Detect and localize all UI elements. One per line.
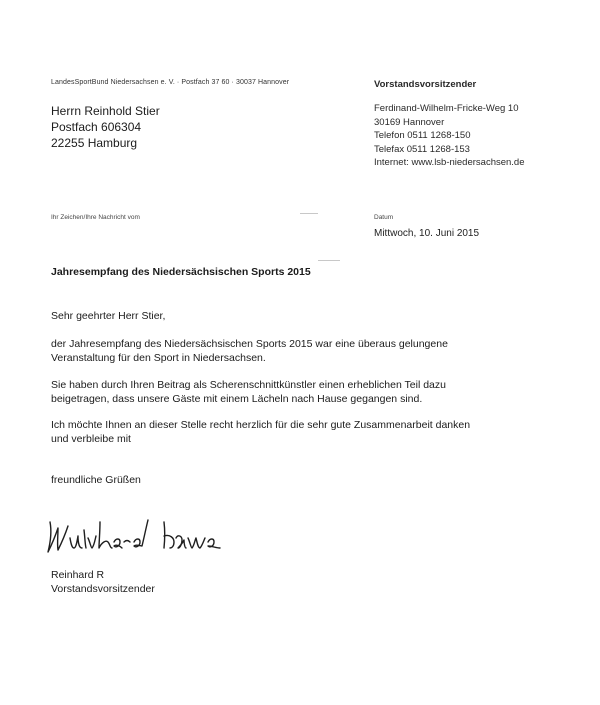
scan-artifact <box>318 260 340 261</box>
reference-label: Ihr Zeichen/Ihre Nachricht vom <box>51 214 140 221</box>
paragraph-2-line-1: Sie haben durch Ihren Beitrag als Scherenschnittkünstler einen erheblichen Teil dazu <box>51 379 446 391</box>
signatory-role: Vorstandsvorsitzender <box>51 583 155 595</box>
handwritten-signature <box>44 508 244 558</box>
paragraph-3-line-2: und verbleibe mit <box>51 433 131 445</box>
signatory-block <box>51 568 155 596</box>
sender-address-line: LandesSportBund Niedersachsen e. V. · Postfach 37 60 · 30037 Hannover <box>51 79 290 86</box>
paragraph-2-line-2: beigetragen, dass unsere Gäste mit einem Lächeln nach Hause gegangen sind. <box>51 393 423 405</box>
sender-internet: Internet: www.lsb-niedersachsen.de <box>374 157 525 168</box>
paragraph-1-line-1: der Jahresempfang des Niedersächsischen Sports 2015 war eine überaus gelungene <box>51 338 448 350</box>
recipient-city: 22255 Hamburg <box>51 136 138 150</box>
sender-phone: Telefon 0511 1268-150 <box>374 130 471 141</box>
date-value: Mittwoch, 10. Juni 2015 <box>374 228 480 239</box>
paragraph-1 <box>51 337 448 365</box>
sender-street: Ferdinand-Wilhelm-Fricke-Weg 10 <box>374 103 519 114</box>
closing-phrase: freundliche Grüßen <box>51 474 141 486</box>
date-label: Datum <box>374 214 394 221</box>
paragraph-3 <box>51 418 470 446</box>
sender-title: Vorstandsvorsitzender <box>374 79 477 90</box>
sender-contact-block <box>374 102 525 170</box>
recipient-postbox: Postfach 606304 <box>51 120 142 134</box>
salutation: Sehr geehrter Herr Stier, <box>51 310 166 322</box>
sender-city: 30169 Hannover <box>374 116 445 128</box>
paragraph-3-line-1: Ich möchte Ihnen an dieser Stelle recht herzlich für die sehr gute Zusammenarbeit danken <box>51 419 471 431</box>
letter-subject: Jahresempfang des Niedersächsischen Sports 2015 <box>51 266 311 278</box>
recipient-name: Herrn Reinhold Stier <box>51 104 160 118</box>
recipient-address <box>51 103 160 151</box>
scan-artifact <box>300 213 318 214</box>
signatory-name: Reinhard R <box>51 569 105 581</box>
paragraph-1-line-2: Veranstaltung für den Sport in Niedersachsen. <box>51 352 266 364</box>
paragraph-2 <box>51 378 446 406</box>
sender-fax: Telefax 0511 1268-153 <box>374 143 470 155</box>
